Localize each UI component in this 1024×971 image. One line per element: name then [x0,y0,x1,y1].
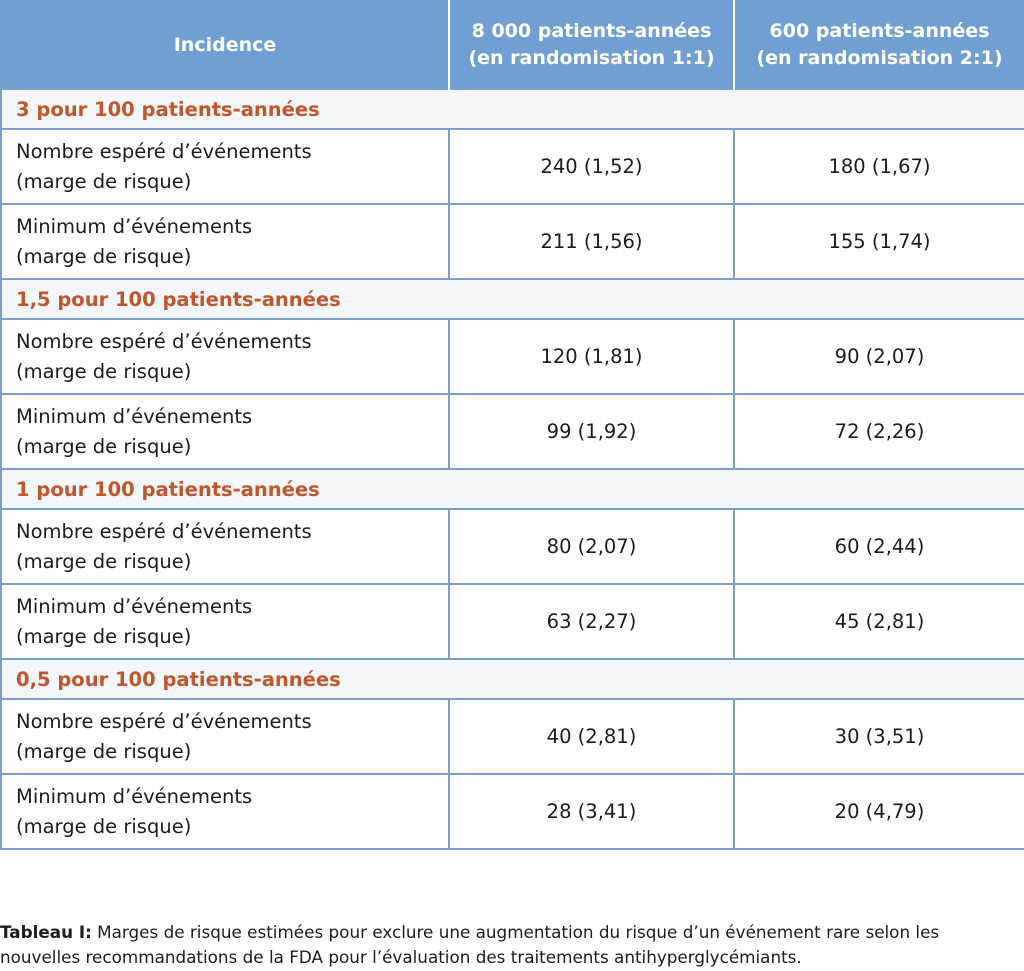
cell-8000: 63 (2,27) [449,584,734,659]
row-label-line2: (marge de risque) [16,549,192,573]
header-col3-line2: (en randomisation 2:1) [756,47,1003,69]
cell-8000: 99 (1,92) [449,394,734,469]
cell-8000: 80 (2,07) [449,509,734,584]
header-600-patient-years [734,1,1024,89]
row-label-line1: Nombre espéré d’événements [16,139,312,163]
header-incidence-label: Incidence [173,33,277,56]
row-label-line1: Minimum d’événements [16,594,253,618]
table-header-row [1,1,1024,89]
row-label [1,699,449,774]
table-row [1,394,1024,469]
table-row [1,584,1024,659]
row-label-line1: Minimum d’événements [16,214,253,238]
row-label [1,319,449,394]
row-label-line2: (marge de risque) [16,244,192,268]
section-title: 0,5 pour 100 patients-années [1,659,1024,699]
row-label-line2: (marge de risque) [16,359,192,383]
table-row [1,319,1024,394]
header-col2-line2: (en randomisation 1:1) [468,47,715,69]
row-label [1,584,449,659]
table-caption [0,920,1024,970]
section-title: 3 pour 100 patients-années [1,89,1024,129]
table-row [1,699,1024,774]
table-row [1,774,1024,849]
section-row [1,469,1024,509]
cell-600: 30 (3,51) [734,699,1024,774]
cell-600: 45 (2,81) [734,584,1024,659]
cell-8000: 28 (3,41) [449,774,734,849]
header-incidence [1,1,449,89]
row-label [1,129,449,204]
cell-600: 155 (1,74) [734,204,1024,279]
row-label-line1: Minimum d’événements [16,404,253,428]
row-label [1,394,449,469]
section-row [1,279,1024,319]
row-label-line2: (marge de risque) [16,169,192,193]
cell-8000: 211 (1,56) [449,204,734,279]
cell-600: 72 (2,26) [734,394,1024,469]
row-label [1,204,449,279]
cell-600: 180 (1,67) [734,129,1024,204]
section-row [1,89,1024,129]
cell-8000: 240 (1,52) [449,129,734,204]
section-title: 1 pour 100 patients-années [1,469,1024,509]
table-row [1,129,1024,204]
cell-8000: 120 (1,81) [449,319,734,394]
cell-600: 90 (2,07) [734,319,1024,394]
header-col3-line1: 600 patients-années [769,20,990,42]
row-label [1,509,449,584]
section-title: 1,5 pour 100 patients-années [1,279,1024,319]
row-label-line2: (marge de risque) [16,814,192,838]
cell-600: 60 (2,44) [734,509,1024,584]
cell-600: 20 (4,79) [734,774,1024,849]
caption-text: Marges de risque estimées pour exclure une augmentation du risque d’un événement rare selon les nouvelles recommandations de la FDA pour l’évaluation des traitements antihyperglycémiants. [0,922,940,967]
row-label-line1: Nombre espéré d’événements [16,519,312,543]
table-row [1,509,1024,584]
row-label [1,774,449,849]
row-label-line2: (marge de risque) [16,434,192,458]
section-row [1,659,1024,699]
row-label-line1: Nombre espéré d’événements [16,709,312,733]
row-label-line1: Minimum d’événements [16,784,253,808]
table-row [1,204,1024,279]
row-label-line2: (marge de risque) [16,624,192,648]
row-label-line2: (marge de risque) [16,739,192,763]
header-col2-line1: 8 000 patients-années [471,20,712,42]
caption-label: Tableau I: [0,922,92,942]
cell-8000: 40 (2,81) [449,699,734,774]
header-8000-patient-years [449,1,734,89]
row-label-line1: Nombre espéré d’événements [16,329,312,353]
